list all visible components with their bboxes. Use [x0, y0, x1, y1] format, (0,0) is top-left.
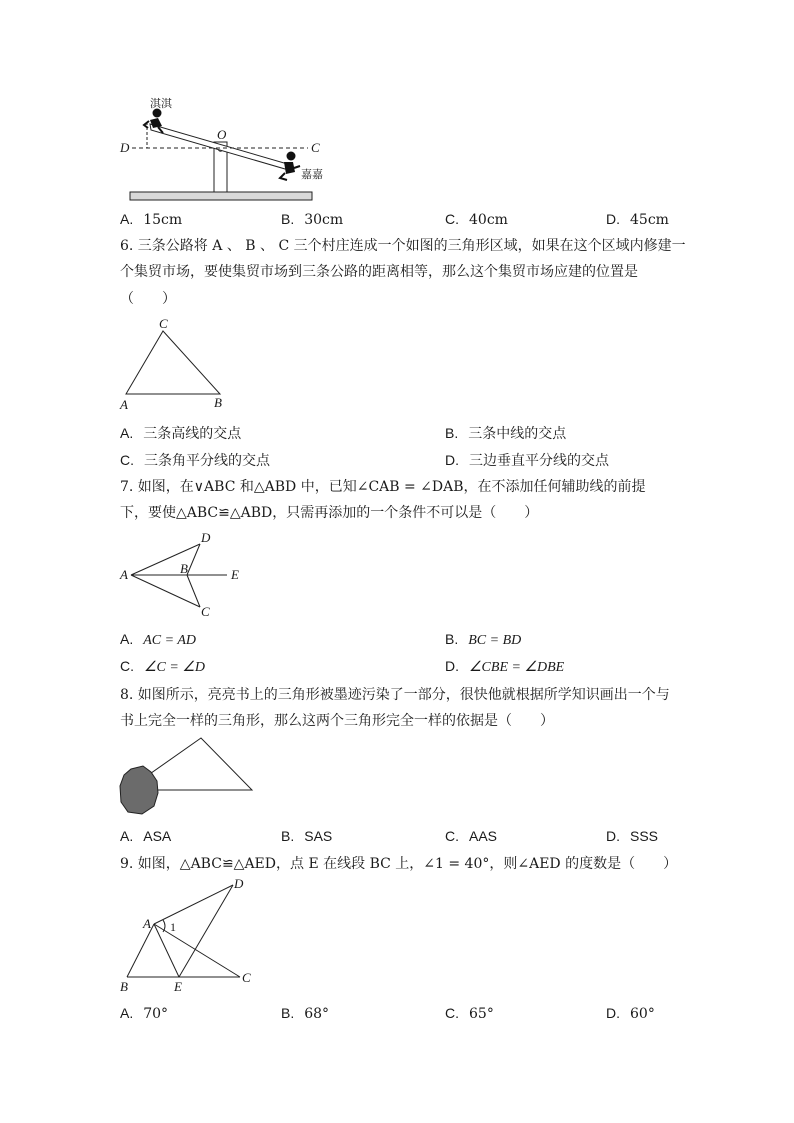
q6-label-C: C	[159, 316, 168, 331]
q8-option-d[interactable]: D. SSS	[606, 828, 659, 844]
q5-option-b[interactable]: B. 30cm	[281, 211, 344, 228]
q8-option-c[interactable]: C. AAS	[445, 828, 498, 844]
q5-option-c[interactable]: C. 40cm	[445, 211, 508, 228]
label-jiajia: 嘉嘉	[301, 168, 323, 181]
q9-label-B: B	[120, 979, 128, 994]
q6-label-A: A	[120, 397, 128, 412]
q9-option-b[interactable]: B. 68°	[281, 1005, 330, 1022]
q7-option-b[interactable]: B. BC = BD	[445, 631, 522, 648]
q9-label-D: D	[234, 876, 244, 891]
q9-label-C: C	[242, 970, 251, 985]
q9-text-line1: 9. 如图，△ABC≌△AED，点 E 在线段 BC 上，∠1 = 40°，则∠AED 的度数是（ ）	[120, 856, 678, 872]
q7-label-E: E	[231, 567, 239, 582]
q7-label-C: C	[201, 604, 210, 619]
q7-label-A: A	[120, 567, 128, 582]
q7-text-line2: 下，要使△ABC≌△ABD，只需再添加的一个条件不可以是（ ）	[120, 505, 539, 521]
q9-angle-1-label: 1	[170, 920, 176, 934]
q6-option-c[interactable]: C. 三条角平分线的交点	[120, 452, 270, 469]
q6-text-line3: （ ）	[120, 291, 176, 307]
q6-label-B: B	[214, 395, 222, 410]
q7-option-c[interactable]: C. ∠C = ∠D	[120, 658, 205, 675]
q6-text-line2: 个集贸市场，要使集贸市场到三条公路的距离相等，那么这个集贸市场应建的位置是	[120, 264, 638, 280]
q7-option-d[interactable]: D. ∠CBE = ∠DBE	[445, 658, 565, 675]
q6-option-a[interactable]: A. 三条高线的交点	[120, 425, 242, 442]
label-O: O	[217, 127, 227, 142]
q6-option-b[interactable]: B. 三条中线的交点	[445, 425, 567, 442]
q8-text-line2: 书上完全一样的三角形，那么这两个三角形完全一样的依据是（ ）	[120, 713, 554, 729]
q9-option-c[interactable]: C. 65°	[445, 1005, 494, 1022]
q9-label-E: E	[174, 979, 182, 994]
q8-option-b[interactable]: B. SAS	[281, 828, 333, 844]
label-D: D	[120, 140, 130, 155]
q8-text-line1: 8. 如图所示，亮亮书上的三角形被墨迹污染了一部分，很快他就根据所学知识画出一个与	[120, 687, 670, 703]
q6-text-line1: 6. 三条公路将 A 、 B 、 C 三个村庄连成一个如图的三角形区域，如果在这个区域内修建一	[120, 238, 686, 254]
q7-label-D: D	[201, 530, 211, 545]
q7-label-B: B	[180, 561, 188, 576]
q8-option-a[interactable]: A. ASA	[120, 828, 172, 844]
q5-option-a[interactable]: A. 15cm	[120, 211, 183, 228]
label-qiqi: 淇淇	[150, 97, 172, 110]
q7-text-line1: 7. 如图，在∨ABC 和△ABD 中，已知∠CAB = ∠DAB，在不添加任何辅助线的前提	[120, 479, 646, 495]
q9-option-a[interactable]: A. 70°	[120, 1005, 169, 1022]
q5-option-d[interactable]: D. 45cm	[606, 211, 669, 228]
label-C: C	[311, 140, 320, 155]
q7-option-a[interactable]: A. AC = AD	[120, 631, 196, 648]
q9-option-d[interactable]: D. 60°	[606, 1005, 655, 1022]
q6-option-d[interactable]: D. 三边垂直平分线的交点	[445, 452, 609, 469]
q9-label-A: A	[143, 916, 151, 931]
